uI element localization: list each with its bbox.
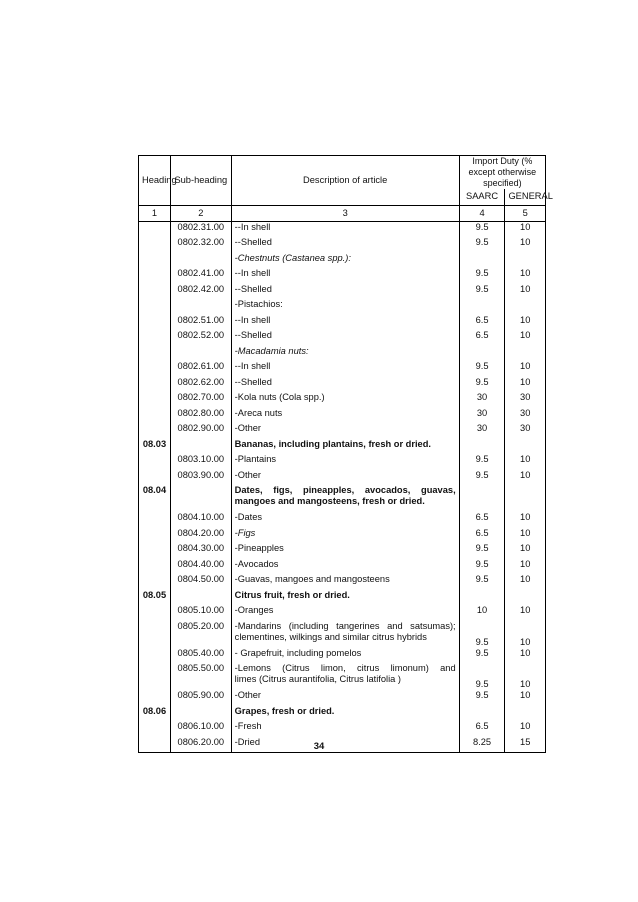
table-row xyxy=(139,621,546,648)
page-number: 34 xyxy=(313,741,325,752)
saarc-duty-cell: 9.5 xyxy=(459,268,505,284)
saarc-duty-cell xyxy=(459,299,505,315)
description-cell xyxy=(231,361,459,377)
general-duty-cell: 30 xyxy=(505,408,546,424)
description-cell xyxy=(231,439,459,455)
description-line: -Pistachios: xyxy=(234,299,283,309)
heading-cell xyxy=(139,663,171,690)
general-duty-cell: 15 xyxy=(505,737,546,753)
heading-cell xyxy=(139,237,171,253)
table-body xyxy=(139,221,546,753)
subheading-cell: 0804.30.00 xyxy=(170,543,231,559)
table-row xyxy=(139,346,546,362)
table-row xyxy=(139,253,546,269)
general-duty-cell: 10 xyxy=(505,621,546,648)
general-duty-cell: 10 xyxy=(505,268,546,284)
col-header-saarc: SAARC xyxy=(459,189,505,205)
table-row xyxy=(139,392,546,408)
description-cell xyxy=(231,299,459,315)
general-duty-cell: 10 xyxy=(505,221,546,237)
description-line: -Dates xyxy=(234,512,263,522)
general-duty-cell: 10 xyxy=(505,237,546,253)
table-row xyxy=(139,485,546,512)
general-duty-cell: 10 xyxy=(505,663,546,690)
table-row xyxy=(139,528,546,544)
col-number: 2 xyxy=(170,205,231,221)
description-cell xyxy=(231,346,459,362)
col-header-general: GENERAL xyxy=(505,189,546,205)
description-cell xyxy=(231,690,459,706)
description-cell xyxy=(231,392,459,408)
subheading-cell xyxy=(170,485,231,512)
table-row xyxy=(139,423,546,439)
description-line: -Macadamia nuts: xyxy=(234,345,309,356)
description-line: Grapes, fresh or dried. xyxy=(234,705,335,716)
subheading-cell: 0802.80.00 xyxy=(170,408,231,424)
subheading-cell: 0802.61.00 xyxy=(170,361,231,377)
description-line: -Plantains xyxy=(234,454,277,464)
subheading-cell: 0802.70.00 xyxy=(170,392,231,408)
saarc-duty-cell: 6.5 xyxy=(459,512,505,528)
heading-cell xyxy=(139,528,171,544)
table-row xyxy=(139,512,546,528)
heading-cell xyxy=(139,315,171,331)
subheading-cell: 0803.10.00 xyxy=(170,454,231,470)
general-duty-cell xyxy=(505,299,546,315)
table-row xyxy=(139,648,546,664)
heading-cell xyxy=(139,454,171,470)
saarc-duty-cell: 9.5 xyxy=(459,454,505,470)
heading-cell xyxy=(139,423,171,439)
heading-cell xyxy=(139,543,171,559)
description-line: -Oranges xyxy=(234,605,274,615)
description-cell xyxy=(231,663,459,690)
subheading-cell xyxy=(170,706,231,722)
description-cell xyxy=(231,454,459,470)
table-row xyxy=(139,268,546,284)
saarc-duty-cell: 10 xyxy=(459,605,505,621)
saarc-duty-cell: 9.5 xyxy=(459,361,505,377)
general-duty-cell: 10 xyxy=(505,605,546,621)
saarc-duty-cell: 8.25 xyxy=(459,737,505,753)
table-row xyxy=(139,315,546,331)
general-duty-cell: 10 xyxy=(505,559,546,575)
saarc-duty-cell: 9.5 xyxy=(459,690,505,706)
subheading-cell: 0805.90.00 xyxy=(170,690,231,706)
general-duty-cell: 10 xyxy=(505,377,546,393)
subheading-cell: 0805.20.00 xyxy=(170,621,231,648)
subheading-cell: 0805.10.00 xyxy=(170,605,231,621)
saarc-duty-cell xyxy=(459,485,505,512)
general-duty-cell: 10 xyxy=(505,330,546,346)
heading-cell: 08.04 xyxy=(139,485,171,512)
saarc-duty-cell: 9.5 xyxy=(459,663,505,690)
description-line: -Fresh xyxy=(234,721,262,731)
heading-cell xyxy=(139,512,171,528)
description-cell xyxy=(231,408,459,424)
general-duty-cell: 10 xyxy=(505,690,546,706)
description-cell xyxy=(231,268,459,284)
saarc-duty-cell: 9.5 xyxy=(459,221,505,237)
general-duty-cell: 10 xyxy=(505,470,546,486)
col-number: 5 xyxy=(505,205,546,221)
general-duty-cell xyxy=(505,706,546,722)
description-cell xyxy=(231,559,459,575)
description-line: limes (Citrus aurantifolia, Citrus latifolia ) xyxy=(234,674,402,684)
general-duty-cell xyxy=(505,346,546,362)
saarc-duty-cell: 9.5 xyxy=(459,377,505,393)
heading-cell: 08.06 xyxy=(139,706,171,722)
heading-cell xyxy=(139,408,171,424)
saarc-duty-cell: 9.5 xyxy=(459,237,505,253)
description-line: mangoes and mangosteens, fresh or dried. xyxy=(234,496,425,506)
description-line: -Avocados xyxy=(234,558,279,569)
saarc-duty-cell xyxy=(459,253,505,269)
general-duty-cell: 30 xyxy=(505,392,546,408)
description-line: -Figs xyxy=(234,527,256,538)
general-duty-cell xyxy=(505,253,546,269)
col-header-description: Description of article xyxy=(231,156,459,206)
col-number: 3 xyxy=(231,205,459,221)
table-row xyxy=(139,454,546,470)
heading-cell xyxy=(139,330,171,346)
heading-cell xyxy=(139,690,171,706)
heading-cell xyxy=(139,346,171,362)
subheading-cell: 0802.62.00 xyxy=(170,377,231,393)
heading-cell xyxy=(139,721,171,737)
heading-cell xyxy=(139,221,171,237)
heading-cell xyxy=(139,574,171,590)
saarc-duty-cell: 6.5 xyxy=(459,721,505,737)
description-cell xyxy=(231,706,459,722)
table-row xyxy=(139,590,546,606)
table-row xyxy=(139,237,546,253)
general-duty-cell: 10 xyxy=(505,574,546,590)
subheading-cell: 0802.32.00 xyxy=(170,237,231,253)
table-row xyxy=(139,559,546,575)
col-header-heading: Heading xyxy=(139,156,171,206)
subheading-cell: 0803.90.00 xyxy=(170,470,231,486)
saarc-duty-cell: 9.5 xyxy=(459,648,505,664)
table-row xyxy=(139,721,546,737)
heading-cell: 08.05 xyxy=(139,590,171,606)
col-header-import-duty: Import Duty (% except otherwise specified) xyxy=(459,156,545,190)
description-line: --Shelled xyxy=(234,237,272,247)
description-cell xyxy=(231,721,459,737)
description-line: --In shell xyxy=(234,314,271,325)
heading-cell xyxy=(139,377,171,393)
table-row xyxy=(139,543,546,559)
subheading-cell xyxy=(170,299,231,315)
subheading-cell xyxy=(170,253,231,269)
general-duty-cell: 10 xyxy=(505,543,546,559)
subheading-cell: 0802.51.00 xyxy=(170,315,231,331)
general-duty-cell: 10 xyxy=(505,648,546,664)
description-cell xyxy=(231,377,459,393)
heading-cell xyxy=(139,470,171,486)
subheading-cell: 0806.10.00 xyxy=(170,721,231,737)
table-row xyxy=(139,706,546,722)
description-cell xyxy=(231,470,459,486)
table-row xyxy=(139,221,546,237)
table-row xyxy=(139,605,546,621)
description-cell xyxy=(231,221,459,237)
saarc-duty-cell: 30 xyxy=(459,423,505,439)
heading-cell xyxy=(139,284,171,300)
heading-cell xyxy=(139,268,171,284)
saarc-duty-cell xyxy=(459,706,505,722)
saarc-duty-cell: 9.5 xyxy=(459,284,505,300)
subheading-cell xyxy=(170,439,231,455)
subheading-cell: 0805.50.00 xyxy=(170,663,231,690)
heading-cell xyxy=(139,253,171,269)
general-duty-cell: 30 xyxy=(505,423,546,439)
table-row xyxy=(139,408,546,424)
subheading-cell: 0804.20.00 xyxy=(170,528,231,544)
saarc-duty-cell: 9.5 xyxy=(459,621,505,648)
general-duty-cell: 10 xyxy=(505,454,546,470)
heading-cell xyxy=(139,605,171,621)
saarc-duty-cell: 9.5 xyxy=(459,543,505,559)
description-line: --Shelled xyxy=(234,376,272,387)
description-line: -Areca nuts xyxy=(234,407,283,418)
col-number: 4 xyxy=(459,205,505,221)
description-line: - Grapefruit, including pomelos xyxy=(234,647,362,658)
description-line: --In shell xyxy=(234,221,271,232)
saarc-duty-cell: 9.5 xyxy=(459,559,505,575)
general-duty-cell: 10 xyxy=(505,721,546,737)
heading-cell xyxy=(139,299,171,315)
saarc-duty-cell: 9.5 xyxy=(459,574,505,590)
subheading-cell: 0802.42.00 xyxy=(170,284,231,300)
table-row xyxy=(139,470,546,486)
heading-cell xyxy=(139,648,171,664)
general-duty-cell: 10 xyxy=(505,528,546,544)
col-header-subheading: Sub-heading xyxy=(170,156,231,206)
subheading-cell: 0804.40.00 xyxy=(170,559,231,575)
general-duty-cell xyxy=(505,590,546,606)
table-row xyxy=(139,574,546,590)
description-line: -Kola nuts (Cola spp.) xyxy=(234,392,325,402)
subheading-cell: 0802.41.00 xyxy=(170,268,231,284)
table-row xyxy=(139,377,546,393)
heading-cell: 08.03 xyxy=(139,439,171,455)
description-line: --In shell xyxy=(234,361,271,371)
saarc-duty-cell: 9.5 xyxy=(459,470,505,486)
description-line: --Shelled xyxy=(234,283,272,294)
description-cell xyxy=(231,605,459,621)
subheading-cell xyxy=(170,346,231,362)
subheading-cell: 0806.20.00 xyxy=(170,737,231,753)
description-line: -Lemons (Citrus limon, citrus limonum) and xyxy=(234,663,456,673)
subheading-cell: 0802.52.00 xyxy=(170,330,231,346)
saarc-duty-cell: 30 xyxy=(459,408,505,424)
description-line: -Pineapples xyxy=(234,543,284,553)
description-cell xyxy=(231,621,459,648)
description-cell xyxy=(231,528,459,544)
description-line: Citrus fruit, fresh or dried. xyxy=(234,589,350,600)
subheading-cell xyxy=(170,590,231,606)
description-cell xyxy=(231,574,459,590)
description-line: -Mandarins (including tangerines and satsumas); xyxy=(234,620,456,631)
saarc-duty-cell xyxy=(459,346,505,362)
saarc-duty-cell xyxy=(459,590,505,606)
description-line: Dates, figs, pineapples, avocados, guavas, xyxy=(234,485,456,495)
table-row xyxy=(139,361,546,377)
heading-cell xyxy=(139,621,171,648)
description-line: --Shelled xyxy=(234,330,272,340)
general-duty-cell: 10 xyxy=(505,512,546,528)
subheading-cell: 0802.31.00 xyxy=(170,221,231,237)
description-line: -Chestnuts (Castanea spp.): xyxy=(234,252,351,263)
description-cell xyxy=(231,543,459,559)
description-cell xyxy=(231,330,459,346)
description-line: -Guavas, mangoes and mangosteens xyxy=(234,574,390,584)
heading-cell xyxy=(139,392,171,408)
table-row xyxy=(139,663,546,690)
general-duty-cell xyxy=(505,439,546,455)
subheading-cell: 0804.10.00 xyxy=(170,512,231,528)
saarc-duty-cell: 6.5 xyxy=(459,315,505,331)
description-cell xyxy=(231,237,459,253)
table-row xyxy=(139,299,546,315)
description-cell xyxy=(231,512,459,528)
tariff-table xyxy=(138,155,553,753)
heading-cell xyxy=(139,559,171,575)
heading-cell xyxy=(139,361,171,377)
subheading-cell: 0804.50.00 xyxy=(170,574,231,590)
table-row xyxy=(139,284,546,300)
description-cell xyxy=(231,590,459,606)
description-cell xyxy=(231,423,459,439)
saarc-duty-cell: 6.5 xyxy=(459,528,505,544)
general-duty-cell: 10 xyxy=(505,361,546,377)
subheading-cell: 0802.90.00 xyxy=(170,423,231,439)
general-duty-cell: 10 xyxy=(505,315,546,331)
subheading-cell: 0805.40.00 xyxy=(170,648,231,664)
description-line: -Other xyxy=(234,690,262,700)
description-cell xyxy=(231,253,459,269)
description-cell xyxy=(231,315,459,331)
description-line: --In shell xyxy=(234,268,271,278)
description-line: -Other xyxy=(234,469,262,480)
description-line: -Other xyxy=(234,423,262,433)
description-line: Bananas, including plantains, fresh or dried. xyxy=(234,438,431,449)
table-row xyxy=(139,330,546,346)
saarc-duty-cell: 30 xyxy=(459,392,505,408)
table-row xyxy=(139,439,546,455)
description-line: -Dried xyxy=(234,736,260,747)
description-cell xyxy=(231,485,459,512)
description-cell xyxy=(231,284,459,300)
col-number: 1 xyxy=(139,205,171,221)
description-cell xyxy=(231,648,459,664)
saarc-duty-cell: 6.5 xyxy=(459,330,505,346)
description-line: clementines, wilkings and similar citrus hybrids xyxy=(234,631,427,642)
saarc-duty-cell xyxy=(459,439,505,455)
general-duty-cell xyxy=(505,485,546,512)
general-duty-cell: 10 xyxy=(505,284,546,300)
table-row xyxy=(139,690,546,706)
